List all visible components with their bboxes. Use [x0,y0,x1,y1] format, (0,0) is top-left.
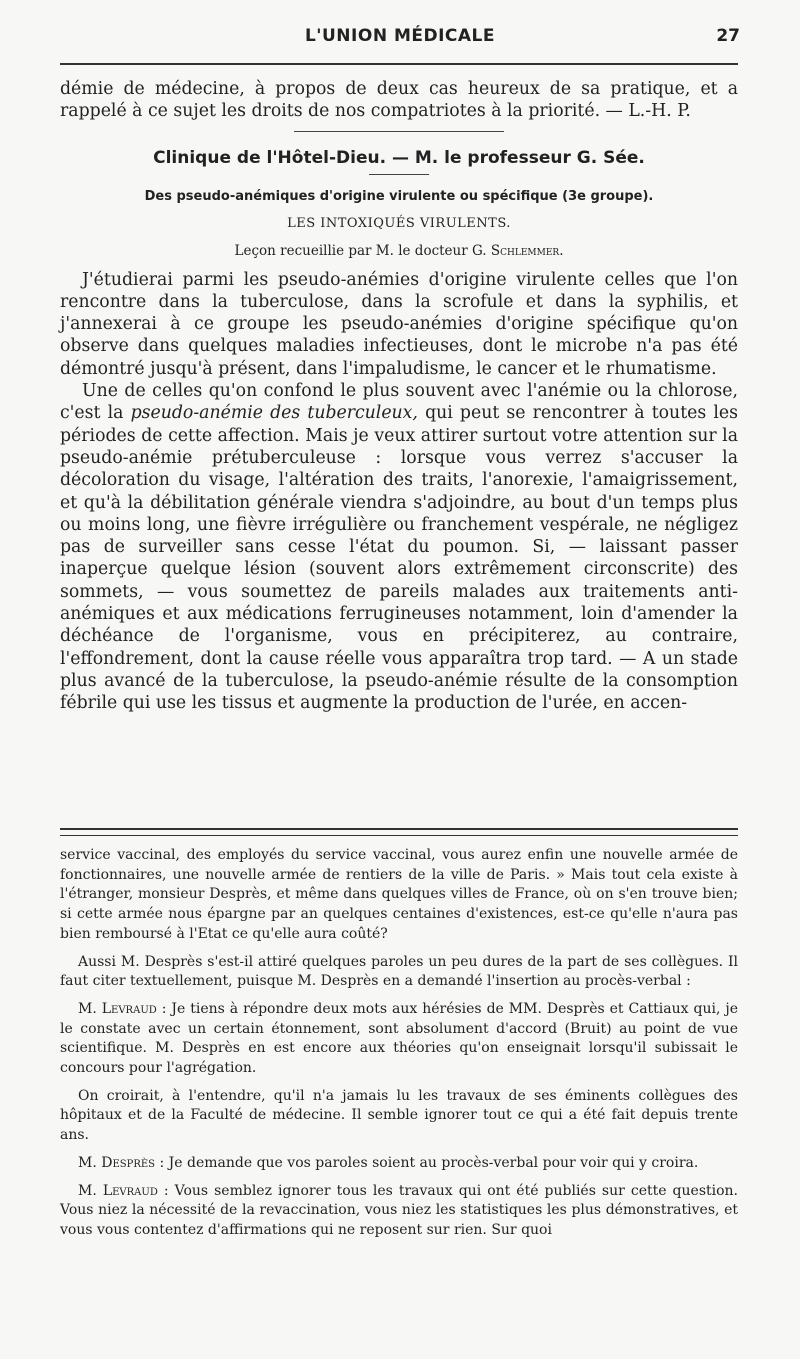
section-subtitle: Des pseudo-anémiques d'origine virulente ou spécifique (3e groupe). [144,188,654,204]
note-paragraph-3 [60,1000,738,1079]
p2-italic: pseudo-anémie des tuberculeux, [130,403,418,424]
speaker-despres: M. Desprès : [78,1154,165,1171]
page-header [60,26,740,56]
n6-text: Vous semblez ignorer tous les travaux qui ont été publiés sur cette question. Vous niez la nécessité de la revaccination, vous niez les statistiques les plus démonstratives, et vous vous contentez d'affirmations qui ne reposent sur rien. Sur quoi [60,1182,739,1238]
section-caps-line: LES INTOXIQUÉS VIRULENTS. [287,215,511,231]
note-paragraph-4: On croirait, à l'entendre, qu'il n'a jamais lu les travaux de ses éminents collègues des hôpitaux et de la Faculté de médecine. Il semble ignorer tout ce qui a été fait depuis trente ans. [60,1087,738,1144]
speaker-levraud-2: M. Levraud : [78,1182,169,1199]
running-title: L'UNION MÉDICALE [304,26,496,46]
title-underline [369,174,429,175]
separator-rule [294,131,504,132]
body-paragraph-2 [60,380,738,714]
note-paragraph-5 [60,1154,738,1174]
section-title: Clinique de l'Hôtel-Dieu. — M. le professeur G. Sée. [153,147,645,168]
main-column [60,78,738,715]
lecon-author: Schlemmer. [490,242,564,259]
n3-text: Je tiens à répondre deux mots aux hérésies de MM. Desprès et Cattiaux qui, je le constate avec un certain étonnement, sont absolument d'accord (Bruit) au point de vue scientifique. M. Desprès en est encore aux théories qu'on enseignait lorsqu'il subissait le concours pour l'agrégation. [60,1000,738,1077]
p2-before: Une de celles qu'on confond le plus souvent avec l'anémie ou la chlorose, c'est la [60,381,738,424]
note-paragraph-2: Aussi M. Desprès s'est-il attiré quelques paroles un peu dures de la part de ses collègues. Il faut citer textuellement, puisque M. Desprès en a demandé l'insertion au procès-verbal : [60,953,738,990]
p2-after: qui peut se rencontrer à toutes les périodes de cette affection. Mais je veux attirer surtout votre attention sur la pseudo-anémie prétuberculeuse : lorsque vous verrez s'accuser la décoloration du visage, l'altération des traits, l'anorexie, l'amaigrissement, et qu'à la débilitation générale viendra s'adjoindre, au bout d'un temps plus ou moins long, une fièvre irrégulière ou franchement vespérale, ne négligez pas de surveiller sans cesse l'état du poumon. Si, — laissant passer inaperçue quelque lésion (souvent alors extrêmement circonscrite) des sommets, — vous soumettez de pareils malades aux traitements anti-anémiques et aux médications ferrugineuses notamment, loin d'amender la déchéance de l'organisme, vous en précipiterez, au contraire, l'effondrement, dont la cause réelle vous apparaîtra trop tard. — A un stade plus avancé de la tuberculose, la pseudo-anémie résulte de la consomption fébrile qui use les tissus et augmente la production de l'urée, en accen- [60,403,738,714]
page-number: 27 [716,26,740,46]
n5-text: Je demande que vos paroles soient au procès-verbal pour voir qui y croira. [164,1154,699,1171]
footnote-rule [60,828,738,836]
footnote-column [60,846,738,1241]
body-paragraph-1: J'étudierai parmi les pseudo-anémies d'origine virulente celles que l'on rencontre dans la tuberculose, dans la scrofule et dans la syphilis, et j'annexerai à ce groupe les pseudo-anémies d'origine spécifique qu'on observe dans quelques maladies infectieuses, dont le microbe n'a pas été démontré jusqu'à présent, dans l'impaludisme, le cancer et le rhumatisme. [60,269,738,379]
note-paragraph-1: service vaccinal, des employés du service vaccinal, vous aurez enfin une nouvelle armée de fonctionnaires, une nouvelle armée de rentiers de la ville de Paris. » Mais tout cela existe à l'étranger, monsieur Desprès, et même dans quelques villes de France, où on s'en trouve bien; si cette armée nous épargne par an quelques centaines d'existences, est-ce qu'elle n'aura pas bien remboursé à l'Etat ce qu'elle aura coûté? [60,847,738,942]
lecon-prefix: Leçon recueillie par M. le docteur G. [234,242,487,259]
header-rule [60,63,738,65]
note-paragraph-6 [60,1182,738,1241]
intro-paragraph: démie de médecine, à propos de deux cas heureux de sa pratique, et a rappelé à ce sujet les droits de nos compatriotes à la priorité. — L.-H. P. [60,79,738,122]
lecon-credit [60,243,738,259]
speaker-levraud: M. Levraud : [78,1000,167,1017]
